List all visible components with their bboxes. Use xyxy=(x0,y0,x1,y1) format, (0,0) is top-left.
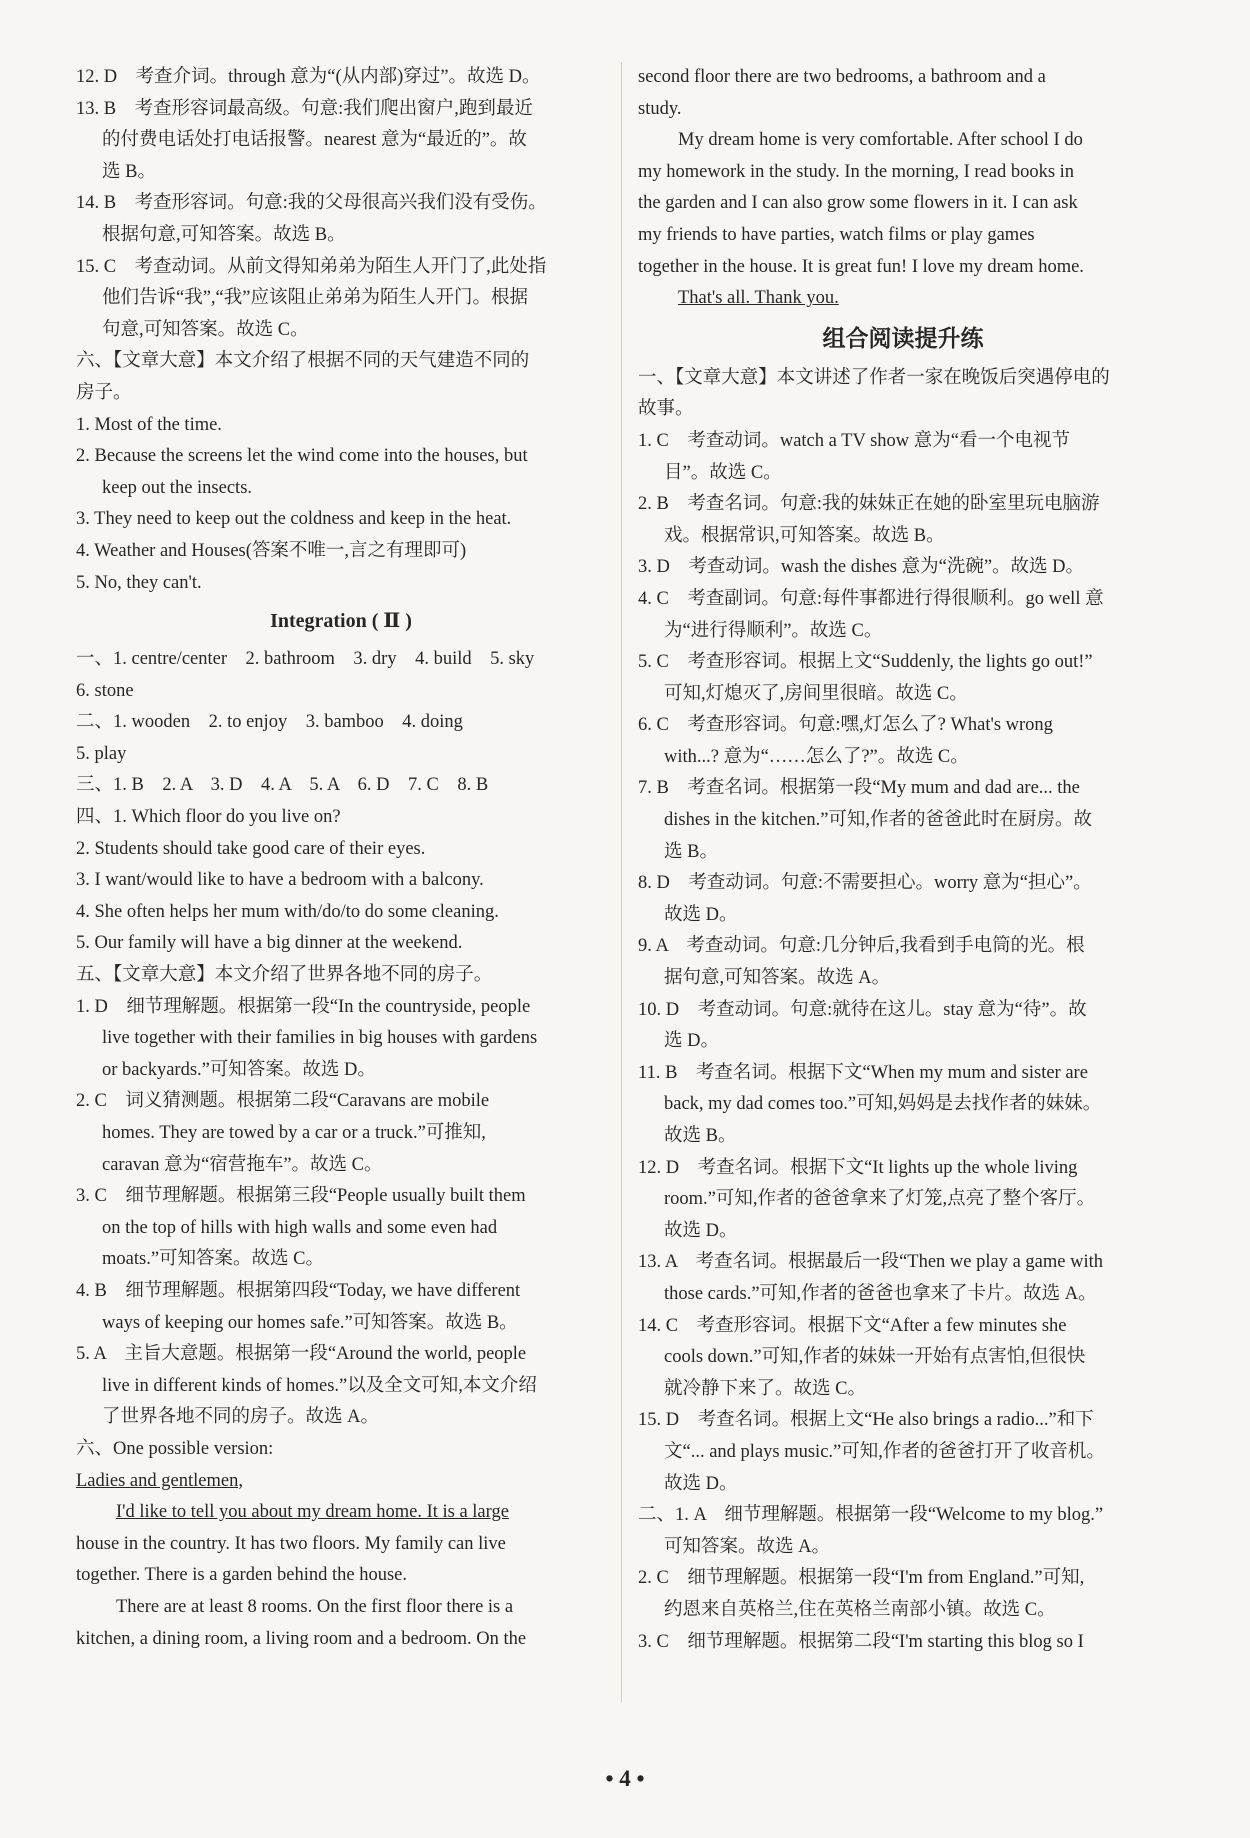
text-line: 5. play xyxy=(76,743,127,764)
text-line: 句意,可知答案。故选 C。 xyxy=(102,319,309,340)
section-heading: Integration ( Ⅱ ) xyxy=(270,610,412,633)
text-line: the garden and I can also grow some flowers in it. I can ask xyxy=(638,193,1078,214)
text-line: with...? 意为“……怎么了?”。故选 C。 xyxy=(664,746,969,767)
text-line: together. There is a garden behind the house. xyxy=(76,1565,408,1586)
text-line: 5. A 主旨大意题。根据第一段“Around the world, people xyxy=(76,1344,527,1365)
text-line: 故选 D。 xyxy=(664,904,738,925)
text-line: live together with their families in big houses with gardens xyxy=(102,1028,538,1049)
left-column xyxy=(76,62,606,1655)
column-divider xyxy=(621,62,622,1702)
text-line: 二、1. A 细节理解题。根据第一段“Welcome to my blog.” xyxy=(638,1505,1104,1526)
text-line: 5. No, they can't. xyxy=(76,572,202,593)
text-line: 14. C 考查形容词。根据下文“After a few minutes she xyxy=(638,1315,1067,1336)
text-line: 4. Weather and Houses(答案不唯一,言之有理即可) xyxy=(76,540,467,561)
text-line: 故选 B。 xyxy=(664,1126,737,1146)
text-line: 五、【文章大意】本文介绍了世界各地不同的房子。 xyxy=(76,965,493,986)
text-line: kitchen, a dining room, a living room and a bedroom. On the xyxy=(76,1628,527,1649)
text-line: 1. D 细节理解题。根据第一段“In the countryside, people xyxy=(76,996,531,1017)
text-line: 7. B 考查名词。根据第一段“My mum and dad are... the xyxy=(638,778,1080,799)
text-line: second floor there are two bedrooms, a bathroom and a xyxy=(638,67,1046,87)
text-line: 六、【文章大意】本文介绍了根据不同的天气建造不同的 xyxy=(76,351,530,372)
text-line: There are at least 8 rooms. On the first floor there is a xyxy=(116,1596,514,1617)
text-line: 8. D 考查动词。句意:不需要担心。worry 意为“担心”。 xyxy=(638,873,1092,894)
text-line: 了世界各地不同的房子。故选 A。 xyxy=(102,1407,379,1428)
text-line: 可知,灯熄灭了,房间里很暗。故选 C。 xyxy=(664,683,968,704)
text-line: 14. B 考查形容词。句意:我的父母很高兴我们没有受伤。 xyxy=(76,193,547,214)
text-line: 故选 D。 xyxy=(664,1220,738,1241)
text-line: 2. Students should take good care of their eyes. xyxy=(76,838,426,859)
text-line: 5. C 考查形容词。根据上文“Suddenly, the lights go out!” xyxy=(638,652,1093,673)
text-line: house in the country. It has two floors. My family can live xyxy=(76,1533,506,1554)
text-line: my friends to have parties, watch films or play games xyxy=(638,224,1035,245)
text-line: 11. B 考查名词。根据下文“When my mum and sister are xyxy=(638,1062,1088,1083)
text-line: I'd like to tell you about my dream home. It is a large xyxy=(116,1502,509,1523)
text-line: 13. B 考查形容词最高级。句意:我们爬出窗户,跑到最近 xyxy=(76,98,533,119)
text-line: 4. B 细节理解题。根据第四段“Today, we have different xyxy=(76,1280,521,1301)
text-line: 1. C 考查动词。watch a TV show 意为“看一个电视节 xyxy=(638,430,1070,451)
text-line: 选 B。 xyxy=(102,161,156,182)
text-line: room.”可知,作者的爸爸拿来了灯笼,点亮了整个客厅。 xyxy=(664,1189,1096,1210)
section-heading: 组合阅读提升练 xyxy=(822,325,984,352)
text-line: 6. C 考查形容词。句意:嘿,灯怎么了? What's wrong xyxy=(638,715,1053,736)
text-line: Ladies and gentlemen, xyxy=(76,1470,243,1491)
text-line: live in different kinds of homes.”以及全文可知,本文介绍 xyxy=(102,1375,537,1396)
text-line: 三、1. B 2. A 3. D 4. A 5. A 6. D 7. C 8. B xyxy=(76,775,489,796)
text-line: 15. D 考查名词。根据上文“He also brings a radio...”和下 xyxy=(638,1410,1094,1431)
right-column xyxy=(638,62,1168,1658)
text-line: 10. D 考查动词。句意:就待在这儿。stay 意为“待”。故 xyxy=(638,999,1087,1020)
text-line: 目”。故选 C。 xyxy=(664,462,782,483)
text-line: 二、1. wooden 2. to enjoy 3. bamboo 4. doing xyxy=(76,712,463,733)
text-line: 为“进行得顺利”。故选 C。 xyxy=(664,620,883,641)
text-line: 故选 D。 xyxy=(664,1473,738,1494)
text-line: 1. Most of the time. xyxy=(76,414,222,435)
text-line: study. xyxy=(638,98,682,119)
text-line: 戏。根据常识,可知答案。故选 B。 xyxy=(664,525,945,546)
text-line: 4. She often helps her mum with/do/to do some cleaning. xyxy=(76,901,499,922)
text-line: those cards.”可知,作者的爸爸也拿来了卡片。故选 A。 xyxy=(664,1283,1097,1304)
text-line: 的付费电话处打电话报警。nearest 意为“最近的”。故 xyxy=(102,130,527,151)
text-line: homes. They are towed by a car or a truck.”可推知, xyxy=(102,1123,486,1143)
text-line: 就冷静下来了。故选 C。 xyxy=(664,1378,866,1399)
text-line: 一、【文章大意】本文讲述了作者一家在晚饭后突遇停电的 xyxy=(638,367,1110,388)
text-line: 据句意,可知答案。故选 A。 xyxy=(664,968,891,989)
text-line: 3. They need to keep out the coldness and keep in the heat. xyxy=(76,509,512,530)
text-line: 3. D 考查动词。wash the dishes 意为“洗碗”。故选 D。 xyxy=(638,557,1085,578)
text-line: 六、One possible version: xyxy=(76,1438,274,1459)
text-line: 一、1. centre/center 2. bathroom 3. dry 4. build 5. sky xyxy=(76,649,535,670)
text-line: 房子。 xyxy=(76,382,132,403)
text-line: 9. A 考查动词。句意:几分钟后,我看到手电筒的光。根 xyxy=(638,936,1085,957)
text-line: ways of keeping our homes safe.”可知答案。故选 B。 xyxy=(102,1312,518,1333)
text-line: 可知答案。故选 A。 xyxy=(664,1536,830,1557)
text-line: my homework in the study. In the morning, I read books in xyxy=(638,161,1075,182)
text-line: That's all. Thank you. xyxy=(678,288,839,309)
text-line: moats.”可知答案。故选 C。 xyxy=(102,1249,324,1270)
text-line: 6. stone xyxy=(76,680,134,701)
text-line: 3. C 细节理解题。根据第二段“I'm starting this blog so I xyxy=(638,1631,1084,1652)
page-number: • 4 • xyxy=(605,1766,645,1791)
text-line: My dream home is very comfortable. After school I do xyxy=(678,130,1083,151)
text-line: 根据句意,可知答案。故选 B。 xyxy=(102,224,346,245)
text-line: back, my dad comes too.”可知,妈妈是去找作者的妹妹。 xyxy=(664,1094,1102,1115)
text-line: or backyards.”可知答案。故选 D。 xyxy=(102,1059,376,1080)
text-line: dishes in the kitchen.”可知,作者的爸爸此时在厨房。故 xyxy=(664,810,1093,831)
text-line: 5. Our family will have a big dinner at the weekend. xyxy=(76,933,463,954)
text-line: on the top of hills with high walls and some even had xyxy=(102,1217,498,1238)
text-line: 3. I want/would like to have a bedroom with a balcony. xyxy=(76,870,484,891)
text-line: 文“... and plays music.”可知,作者的爸爸打开了收音机。 xyxy=(664,1441,1105,1462)
text-line: 他们告诉“我”,“我”应该阻止弟弟为陌生人开门。根据 xyxy=(102,288,528,309)
text-line: 选 B。 xyxy=(664,841,718,862)
text-line: 12. D 考查名词。根据下文“It lights up the whole living xyxy=(638,1157,1078,1178)
text-line: 2. B 考查名词。句意:我的妹妹正在她的卧室里玩电脑游 xyxy=(638,494,1100,515)
text-line: together in the house. It is great fun! I love my dream home. xyxy=(638,256,1084,277)
text-line: caravan 意为“宿营拖车”。故选 C。 xyxy=(102,1154,383,1175)
text-line: 2. C 词义猜测题。根据第二段“Caravans are mobile xyxy=(76,1091,490,1112)
text-line: 13. A 考查名词。根据最后一段“Then we play a game with xyxy=(638,1252,1104,1273)
text-line: keep out the insects. xyxy=(102,477,253,498)
text-line: 故事。 xyxy=(638,399,694,420)
text-line: 4. C 考查副词。句意:每件事都进行得很顺利。go well 意 xyxy=(638,588,1104,609)
text-line: 12. D 考查介词。through 意为“(从内部)穿过”。故选 D。 xyxy=(76,67,541,87)
text-line: cools down.”可知,作者的妹妹一开始有点害怕,但很快 xyxy=(664,1347,1086,1368)
text-line: 2. Because the screens let the wind come into the houses, but xyxy=(76,446,528,467)
text-line: 选 D。 xyxy=(664,1031,719,1052)
text-line: 15. C 考查动词。从前文得知弟弟为陌生人开门了,此处指 xyxy=(76,256,547,277)
text-line: 四、1. Which floor do you live on? xyxy=(76,807,341,828)
text-line: 约恩来自英格兰,住在英格兰南部小镇。故选 C。 xyxy=(664,1599,1056,1620)
text-line: 3. C 细节理解题。根据第三段“People usually built them xyxy=(76,1186,526,1207)
text-line: 2. C 细节理解题。根据第一段“I'm from England.”可知, xyxy=(638,1568,1085,1589)
